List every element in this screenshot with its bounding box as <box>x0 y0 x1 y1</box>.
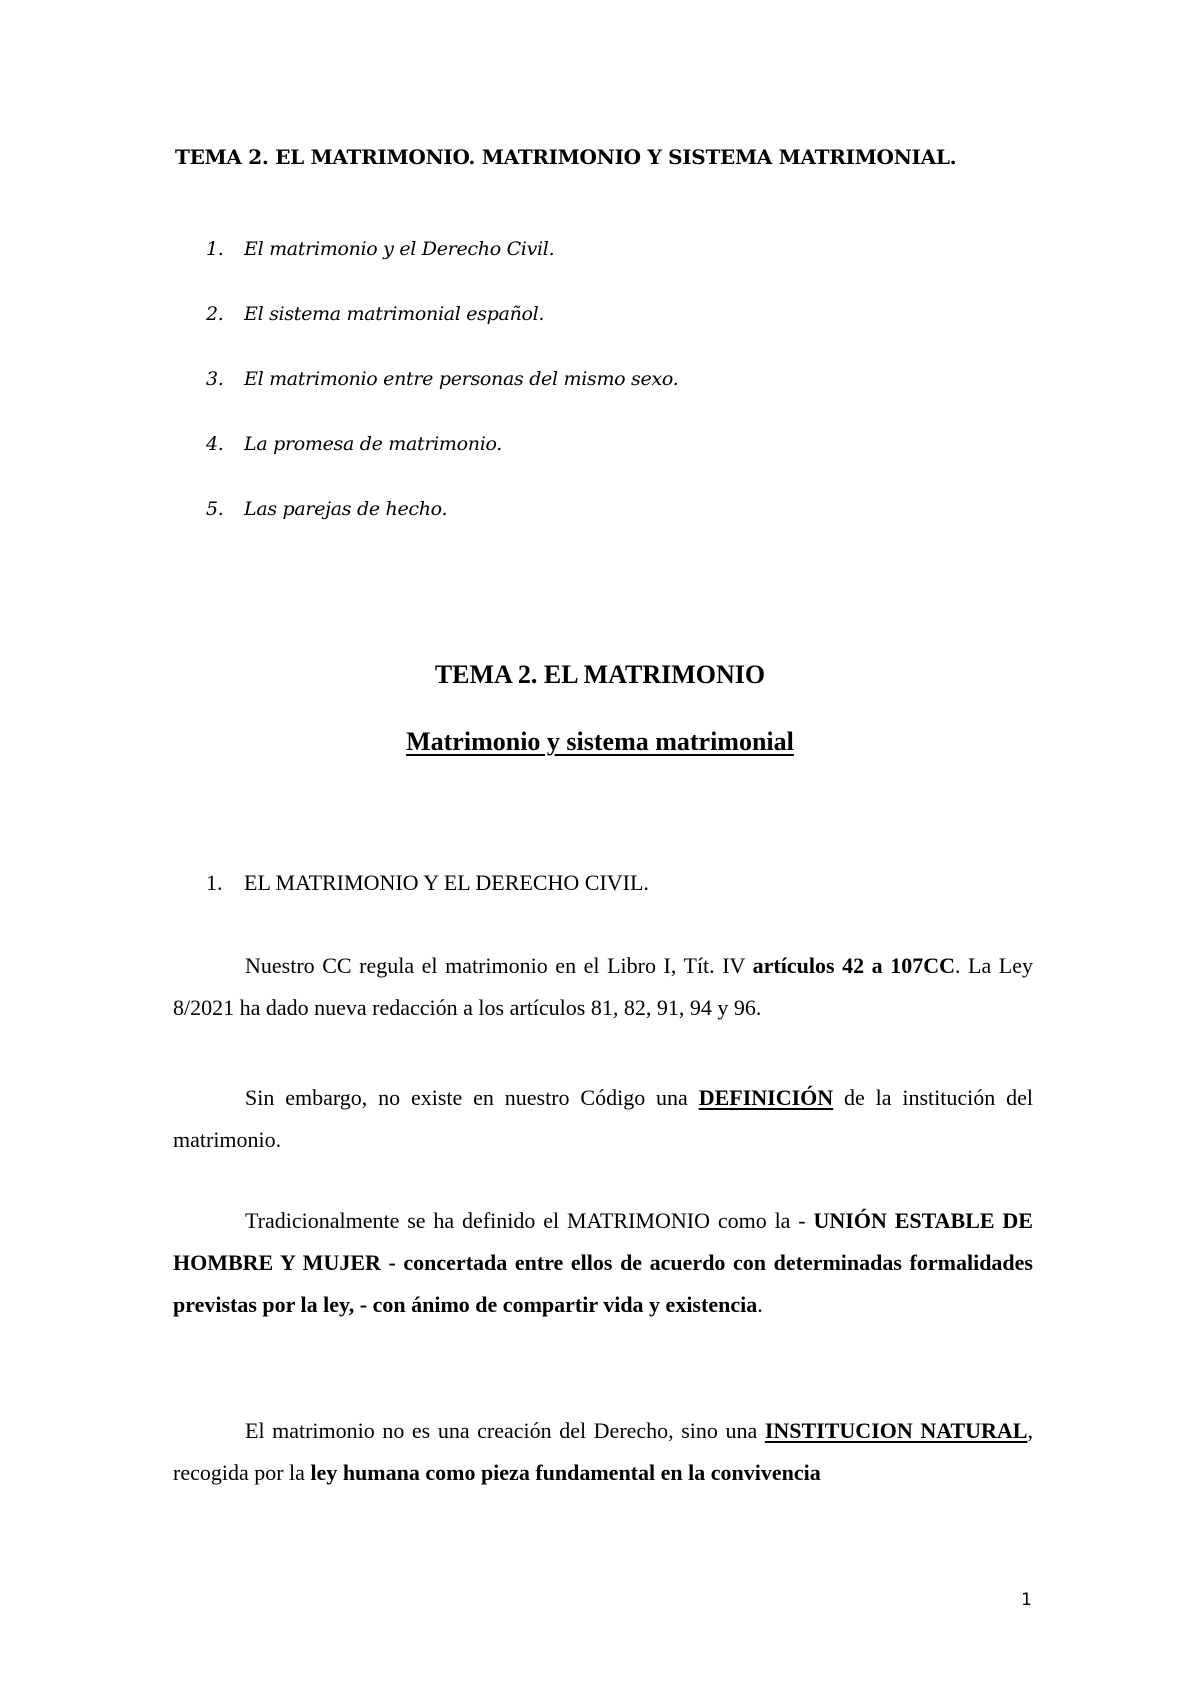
paragraph-natural-institution <box>173 1410 1033 1494</box>
text-run: Nuestro CC regula el matrimonio en el Libro I, Tít. IV <box>245 953 753 978</box>
toc-item-number: 1. <box>206 238 224 260</box>
toc-item-number: 3. <box>206 368 224 390</box>
paragraph-regulation <box>173 945 1033 1029</box>
text-run: de la institución del matrimonio. <box>173 1085 1033 1152</box>
toc-item-number: 5. <box>206 498 224 520</box>
text-run: El matrimonio no es una creación del Derecho, sino una <box>245 1418 765 1443</box>
section-number: 1. <box>206 870 223 895</box>
main-title: TEMA 2. EL MATRIMONIO <box>434 660 766 689</box>
toc-item-number: 4. <box>206 433 224 455</box>
toc-item-text: El sistema matrimonial español. <box>244 303 545 325</box>
subtitle: Matrimonio y sistema matrimonial <box>406 727 794 756</box>
page-number: 1 <box>1021 1590 1032 1610</box>
bold-text: UNIÓN ESTABLE DE HOMBRE Y MUJER - concertada entre ellos de acuerdo con determinadas formalidades previstas por la ley, - con ánimo de compartir vida y existencia <box>173 1208 1033 1317</box>
bold-text: ley humana como pieza fundamental en la convivencia <box>310 1460 821 1485</box>
bold-underlined-text: INSTITUCION NATURAL <box>764 1418 1028 1443</box>
section-title: EL MATRIMONIO Y EL DERECHO CIVIL. <box>244 870 649 895</box>
text-run: , recogida por la <box>173 1418 1033 1485</box>
toc-item-number: 2. <box>206 303 224 325</box>
text-run: . <box>757 1292 763 1317</box>
toc-item-text: El matrimonio y el Derecho Civil. <box>244 238 555 260</box>
bold-text: artículos 42 a 107CC <box>752 953 955 978</box>
toc-item-text: Las parejas de hecho. <box>244 498 448 520</box>
toc-item-text: El matrimonio entre personas del mismo sexo. <box>244 368 679 390</box>
text-run: Sin embargo, no existe en nuestro Código una <box>245 1085 699 1110</box>
text-run: Tradicionalmente se ha definido el MATRIMONIO como la - <box>245 1208 814 1233</box>
bold-underlined-text: DEFINICIÓN <box>698 1085 834 1110</box>
paragraph-traditional-definition <box>173 1200 1033 1326</box>
toc-item-text: La promesa de matrimonio. <box>244 433 503 455</box>
document-header-title: TEMA 2. EL MATRIMONIO. MATRIMONIO Y SISTEMA MATRIMONIAL. <box>175 145 957 169</box>
text-run: . La Ley 8/2021 ha dado nueva redacción a los artículos 81, 82, 91, 94 y 96. <box>173 953 1033 1020</box>
paragraph-definition <box>173 1077 1033 1161</box>
